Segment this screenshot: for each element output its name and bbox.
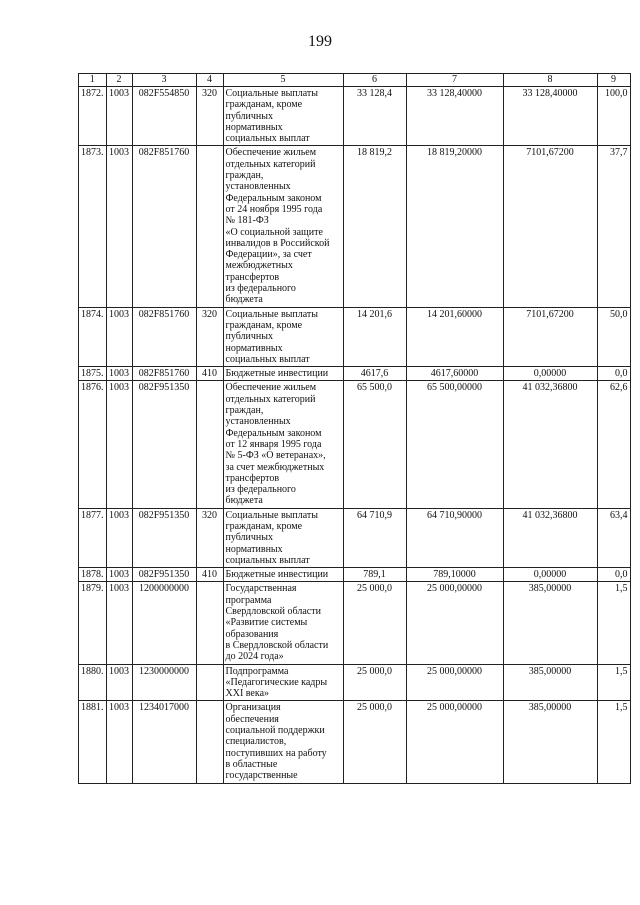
budget-table [78, 73, 631, 784]
section-code: 1003 [106, 568, 132, 582]
expense-type [196, 381, 223, 508]
approved-amount: 4617,6 [343, 367, 406, 381]
target-code: 082F554850 [132, 87, 196, 146]
column-header: 2 [106, 74, 132, 87]
approved-amount: 25 000,0 [343, 582, 406, 664]
target-code: 082F951350 [132, 381, 196, 508]
execution-percent: 1,5 [597, 582, 630, 664]
expense-type: 410 [196, 568, 223, 582]
executed-amount: 41 032,36800 [503, 381, 597, 508]
approved-amount: 18 819,2 [343, 146, 406, 307]
expense-type: 320 [196, 508, 223, 567]
approved-amount: 65 500,0 [343, 381, 406, 508]
execution-percent: 100,0 [597, 87, 630, 146]
execution-percent: 63,4 [597, 508, 630, 567]
row-number: 1880. [79, 664, 107, 701]
table-row [79, 367, 631, 381]
target-code: 1200000000 [132, 582, 196, 664]
adjusted-amount: 25 000,00000 [406, 701, 503, 783]
target-code: 1230000000 [132, 664, 196, 701]
executed-amount: 385,00000 [503, 664, 597, 701]
adjusted-amount: 65 500,00000 [406, 381, 503, 508]
table-row [79, 568, 631, 582]
item-description: Обеспечение жильем отдельных категорий граждан, установленных Федеральным законом от 12 января 1995 года № 5-ФЗ «О ветеранах», за счет межбюджетных трансфертов из федерального бюджета [223, 381, 343, 508]
expense-type [196, 701, 223, 783]
adjusted-amount: 18 819,20000 [406, 146, 503, 307]
section-code: 1003 [106, 307, 132, 366]
executed-amount: 7101,67200 [503, 307, 597, 366]
row-number: 1879. [79, 582, 107, 664]
target-code: 082F951350 [132, 508, 196, 567]
execution-percent: 50,0 [597, 307, 630, 366]
executed-amount: 385,00000 [503, 582, 597, 664]
item-description: Социальные выплаты гражданам, кроме публичных нормативных социальных выплат [223, 307, 343, 366]
item-description: Социальные выплаты гражданам, кроме публичных нормативных социальных выплат [223, 87, 343, 146]
item-description: Бюджетные инвестиции [223, 568, 343, 582]
approved-amount: 33 128,4 [343, 87, 406, 146]
expense-type: 410 [196, 367, 223, 381]
column-header: 4 [196, 74, 223, 87]
section-code: 1003 [106, 664, 132, 701]
executed-amount: 41 032,36800 [503, 508, 597, 567]
row-number: 1873. [79, 146, 107, 307]
row-number: 1881. [79, 701, 107, 783]
row-number: 1878. [79, 568, 107, 582]
execution-percent: 0,0 [597, 367, 630, 381]
adjusted-amount: 4617,60000 [406, 367, 503, 381]
column-header: 8 [503, 74, 597, 87]
row-number: 1875. [79, 367, 107, 381]
row-number: 1872. [79, 87, 107, 146]
row-number: 1876. [79, 381, 107, 508]
table-row [79, 146, 631, 307]
expense-type: 320 [196, 87, 223, 146]
execution-percent: 37,7 [597, 146, 630, 307]
adjusted-amount: 33 128,40000 [406, 87, 503, 146]
page-number: 199 [308, 33, 332, 50]
section-code: 1003 [106, 381, 132, 508]
item-description: Организация обеспечения социальной поддержки специалистов, поступивших на работу в областные государственные [223, 701, 343, 783]
table-row [79, 87, 631, 146]
executed-amount: 0,00000 [503, 367, 597, 381]
adjusted-amount: 64 710,90000 [406, 508, 503, 567]
item-description: Государственная программа Свердловской области «Развитие системы образования в Свердловской области до 2024 года» [223, 582, 343, 664]
target-code: 082F851760 [132, 307, 196, 366]
adjusted-amount: 14 201,60000 [406, 307, 503, 366]
column-header: 7 [406, 74, 503, 87]
approved-amount: 14 201,6 [343, 307, 406, 366]
table-row [79, 307, 631, 366]
section-code: 1003 [106, 367, 132, 381]
approved-amount: 25 000,0 [343, 701, 406, 783]
row-number: 1874. [79, 307, 107, 366]
target-code: 082F851760 [132, 367, 196, 381]
item-description: Подпрограмма «Педагогические кадры XXI века» [223, 664, 343, 701]
executed-amount: 385,00000 [503, 701, 597, 783]
section-code: 1003 [106, 87, 132, 146]
target-code: 082F951350 [132, 568, 196, 582]
executed-amount: 33 128,40000 [503, 87, 597, 146]
table-row [79, 381, 631, 508]
execution-percent: 1,5 [597, 664, 630, 701]
expense-type [196, 582, 223, 664]
expense-type [196, 146, 223, 307]
header-row [79, 74, 631, 87]
column-header: 3 [132, 74, 196, 87]
table-row [79, 582, 631, 664]
approved-amount: 25 000,0 [343, 664, 406, 701]
execution-percent: 0,0 [597, 568, 630, 582]
approved-amount: 789,1 [343, 568, 406, 582]
expense-type: 320 [196, 307, 223, 366]
column-header: 1 [79, 74, 107, 87]
item-description: Обеспечение жильем отдельных категорий граждан, установленных Федеральным законом от 24 ноября 1995 года № 181-ФЗ «О социальной защите инвалидов в Российской Федерации», за счет межбюджетных трансфертов из федерального бюджета [223, 146, 343, 307]
item-description: Социальные выплаты гражданам, кроме публичных нормативных социальных выплат [223, 508, 343, 567]
execution-percent: 1,5 [597, 701, 630, 783]
table-row [79, 508, 631, 567]
adjusted-amount: 25 000,00000 [406, 582, 503, 664]
item-description: Бюджетные инвестиции [223, 367, 343, 381]
adjusted-amount: 25 000,00000 [406, 664, 503, 701]
target-code: 1234017000 [132, 701, 196, 783]
column-header: 6 [343, 74, 406, 87]
section-code: 1003 [106, 582, 132, 664]
table-row [79, 664, 631, 701]
execution-percent: 62,6 [597, 381, 630, 508]
table-row [79, 701, 631, 783]
column-header: 5 [223, 74, 343, 87]
executed-amount: 7101,67200 [503, 146, 597, 307]
section-code: 1003 [106, 508, 132, 567]
row-number: 1877. [79, 508, 107, 567]
expense-type [196, 664, 223, 701]
column-header: 9 [597, 74, 630, 87]
target-code: 082F851760 [132, 146, 196, 307]
section-code: 1003 [106, 701, 132, 783]
adjusted-amount: 789,10000 [406, 568, 503, 582]
executed-amount: 0,00000 [503, 568, 597, 582]
section-code: 1003 [106, 146, 132, 307]
approved-amount: 64 710,9 [343, 508, 406, 567]
